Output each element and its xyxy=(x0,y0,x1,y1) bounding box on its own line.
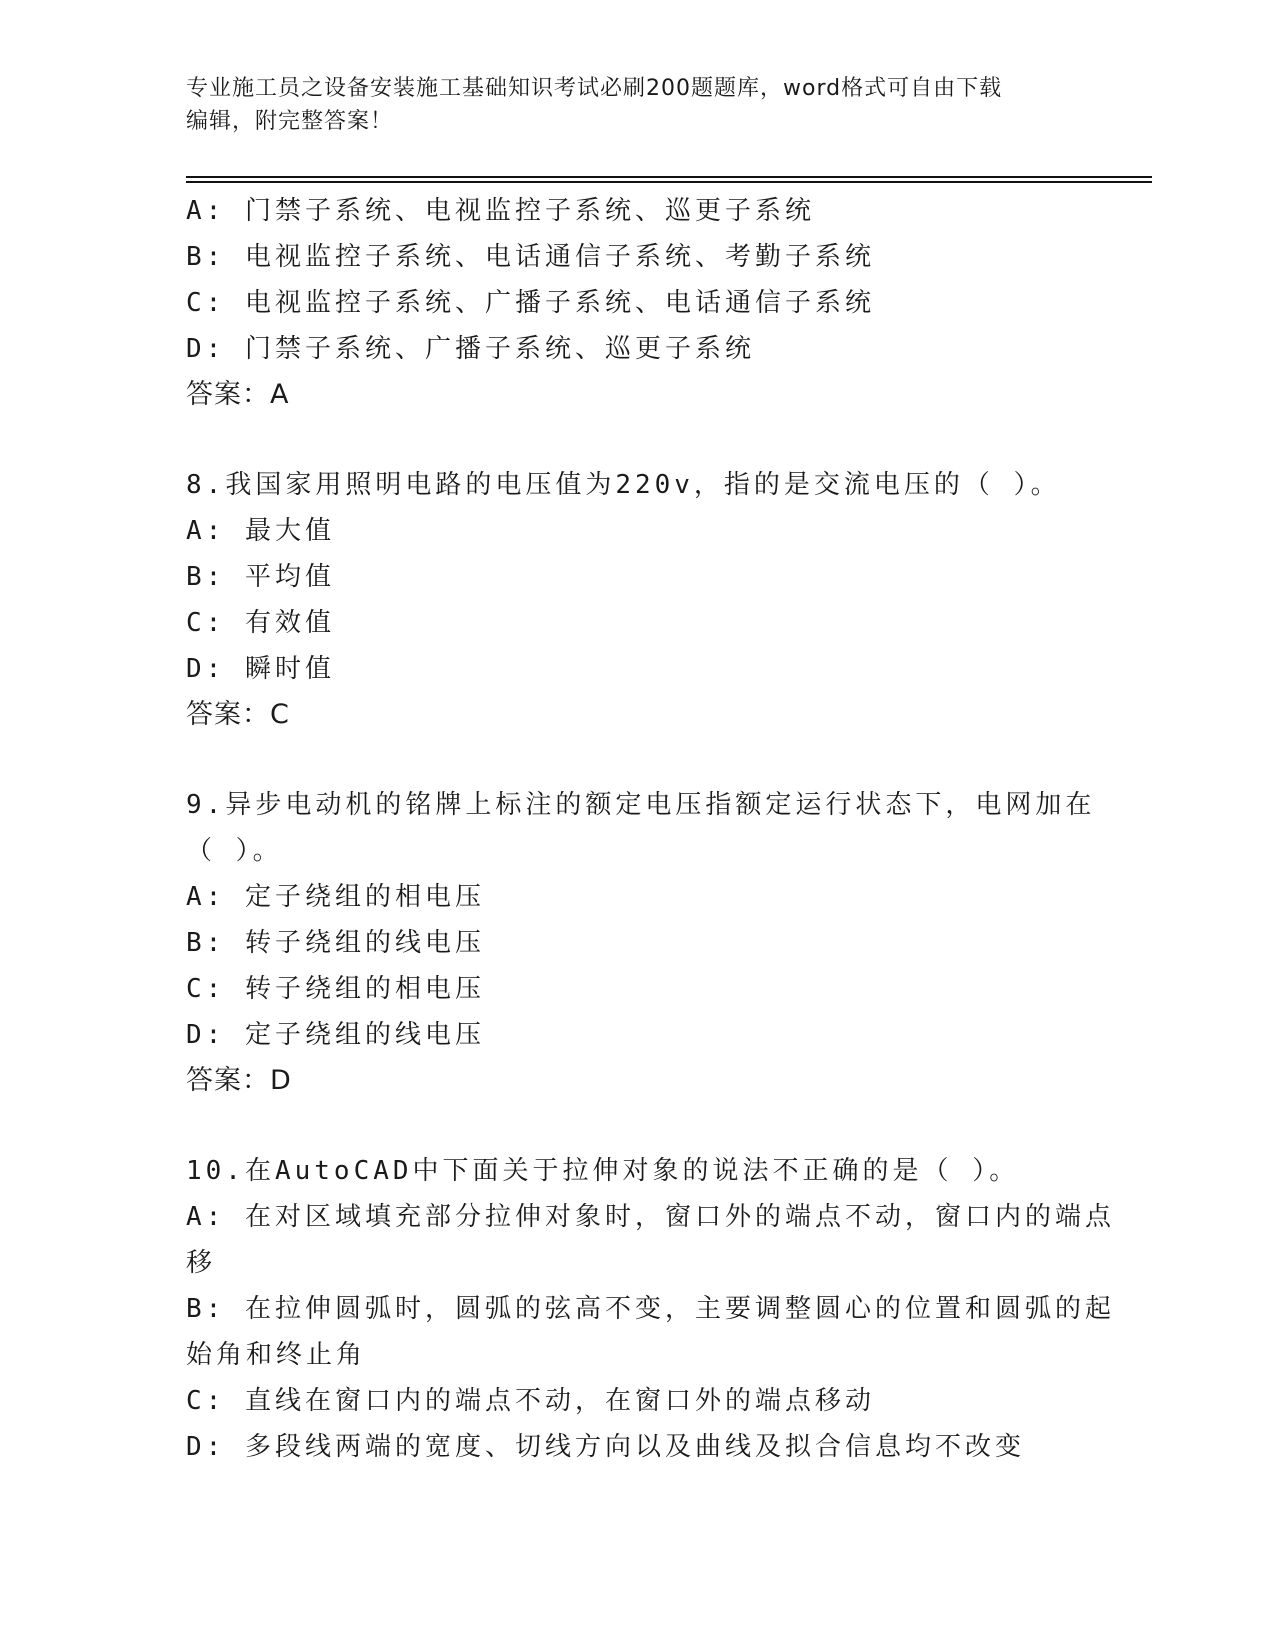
option-c xyxy=(186,280,1086,326)
document-header xyxy=(186,72,1086,138)
answer-line: 答案：D xyxy=(186,1065,292,1096)
option-c xyxy=(186,966,1086,1012)
header-divider-bottom xyxy=(186,181,1152,183)
option-letter: B: xyxy=(186,562,226,592)
option-a xyxy=(186,508,1086,554)
option-b xyxy=(186,1286,1115,1332)
option-a-continued: 移 xyxy=(186,1248,217,1278)
header-title-line-2: 编辑，附完整答案！ xyxy=(186,109,394,134)
option-text: 最大值 xyxy=(244,516,335,546)
spacer xyxy=(186,1104,1086,1148)
option-c xyxy=(186,1378,1086,1424)
question-content xyxy=(186,188,1115,1470)
option-letter: A: xyxy=(186,196,226,226)
question-text: 我国家用照明电路的电压值为220v，指的是交流电压的（ ）。 xyxy=(225,470,1061,500)
option-letter: A: xyxy=(186,516,226,546)
option-text: 转子绕组的线电压 xyxy=(244,928,485,958)
option-letter: D: xyxy=(186,654,226,684)
header-divider-top xyxy=(186,176,1152,178)
option-text: 电视监控子系统、电话通信子系统、考勤子系统 xyxy=(244,242,875,272)
question-8-block xyxy=(186,462,1086,738)
option-letter: B: xyxy=(186,1294,226,1324)
option-text: 门禁子系统、广播子系统、巡更子系统 xyxy=(244,334,755,364)
option-letter: C: xyxy=(186,608,226,638)
option-b-continued: 始角和终止角 xyxy=(186,1340,367,1370)
option-a xyxy=(186,188,1086,234)
option-letter: A: xyxy=(186,882,226,912)
option-b xyxy=(186,920,1086,966)
spacer xyxy=(186,418,1086,462)
question-8-stem xyxy=(186,462,1086,508)
option-text: 门禁子系统、电视监控子系统、巡更子系统 xyxy=(244,196,815,226)
option-d xyxy=(186,646,1086,692)
option-letter: D: xyxy=(186,1020,226,1050)
option-text: 定子绕组的相电压 xyxy=(244,882,485,912)
option-a xyxy=(186,874,1086,920)
option-letter: B: xyxy=(186,242,226,272)
option-text: 多段线两端的宽度、切线方向以及曲线及拟合信息均不改变 xyxy=(244,1432,1025,1462)
question-9-block xyxy=(186,782,1096,1104)
option-letter: A: xyxy=(186,1202,226,1232)
question-text: 异步电动机的铭牌上标注的额定电压指额定运行状态下，电网加在 xyxy=(225,790,1096,820)
question-7-block xyxy=(186,188,1086,418)
answer-line: 答案：C xyxy=(186,699,290,730)
question-9-stem-line-1 xyxy=(186,782,1096,828)
option-text: 定子绕组的线电压 xyxy=(244,1020,485,1050)
option-text: 在拉伸圆弧时，圆弧的弦高不变，主要调整圆心的位置和圆弧的起 xyxy=(244,1294,1115,1324)
option-b xyxy=(186,554,1086,600)
option-text: 电视监控子系统、广播子系统、电话通信子系统 xyxy=(244,288,875,318)
option-letter: C: xyxy=(186,1386,226,1416)
option-letter: C: xyxy=(186,288,226,318)
option-text: 在对区域填充部分拉伸对象时，窗口外的端点不动，窗口内的端点 xyxy=(244,1202,1115,1232)
spacer xyxy=(186,738,1086,782)
question-10-block xyxy=(186,1148,1115,1470)
option-d xyxy=(186,1424,1086,1470)
option-letter: D: xyxy=(186,1432,226,1462)
option-letter: B: xyxy=(186,928,226,958)
option-d xyxy=(186,326,1086,372)
header-title-line-1: 专业施工员之设备安装施工基础知识考试必刷200题题库，word格式可自由下载 xyxy=(186,76,1003,101)
option-text: 直线在窗口内的端点不动，在窗口外的端点移动 xyxy=(244,1386,875,1416)
option-text: 转子绕组的相电压 xyxy=(244,974,485,1004)
option-letter: D: xyxy=(186,334,226,364)
question-number: 8. xyxy=(186,470,226,500)
option-b xyxy=(186,234,1086,280)
question-text: 在AutoCAD中下面关于拉伸对象的说法不正确的是（ ）。 xyxy=(244,1156,1020,1186)
question-9-stem-line-2: （ ）。 xyxy=(186,836,283,866)
option-text: 有效值 xyxy=(244,608,335,638)
option-letter: C: xyxy=(186,974,226,1004)
question-10-stem xyxy=(186,1148,1086,1194)
option-text: 平均值 xyxy=(244,562,335,592)
option-c xyxy=(186,600,1086,646)
question-number: 10. xyxy=(186,1156,245,1186)
option-d xyxy=(186,1012,1086,1058)
question-number: 9. xyxy=(186,790,226,820)
option-text: 瞬时值 xyxy=(244,654,335,684)
answer-line: 答案：A xyxy=(186,379,290,410)
option-a xyxy=(186,1194,1115,1240)
